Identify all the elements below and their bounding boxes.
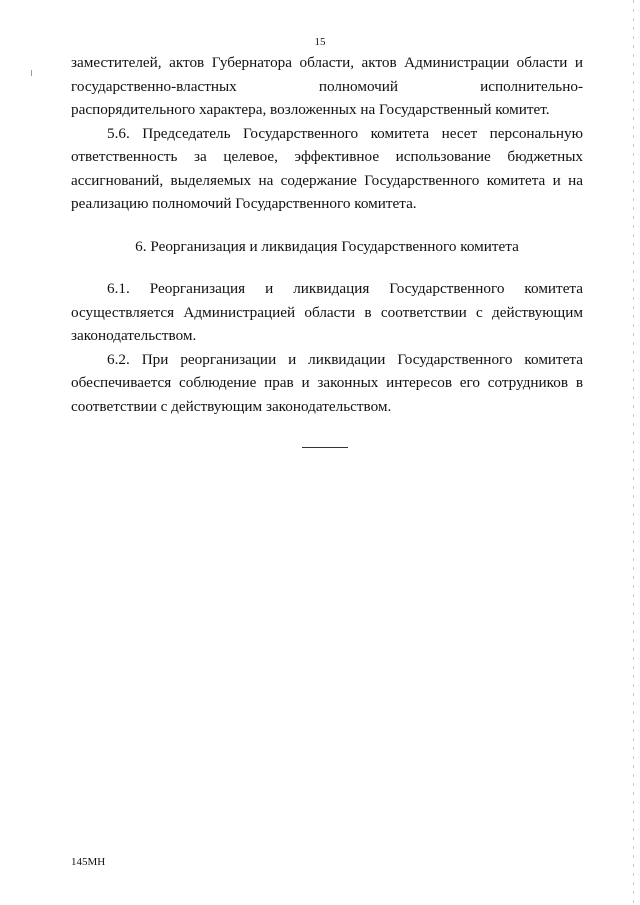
continuation-paragraph: заместителей, актов Губернатора области, актов Администрации области и государственно-властных полномочий исполнительно- [71, 54, 583, 95]
section-6-heading: 6. Реорганизация и ликвидация Государственного комитета [135, 237, 519, 255]
document-body [71, 51, 583, 418]
scan-edge-artifact [633, 0, 634, 905]
continuation-last-line: распорядительного характера, возложенных на Государственный комитет. [71, 101, 550, 118]
paragraph-6-1: 6.1. Реорганизация и ликвидация Государственного комитета осуществляется Администрацией области в соответствии с действующим законодательством. [71, 280, 583, 344]
paragraph-6-2: 6.2. При реорганизации и ликвидации Государственного комитета обеспечивается соблюдение прав и законных интересов его сотрудников в соответствии с действующим законодательством. [71, 350, 583, 415]
end-of-document-rule [302, 447, 348, 448]
scan-speck-artifact [31, 70, 32, 76]
footer-document-code: 145МН [71, 856, 106, 868]
page-number: 15 [314, 36, 326, 48]
paragraph-5-6: 5.6. Председатель Государственного комитета несет персональную ответственность за целевое, эффективное использование бюджетных ассигнований, выделяемых на содержание Государственного комитета и на реализацию полномочий Государственного комитета. [71, 124, 583, 212]
